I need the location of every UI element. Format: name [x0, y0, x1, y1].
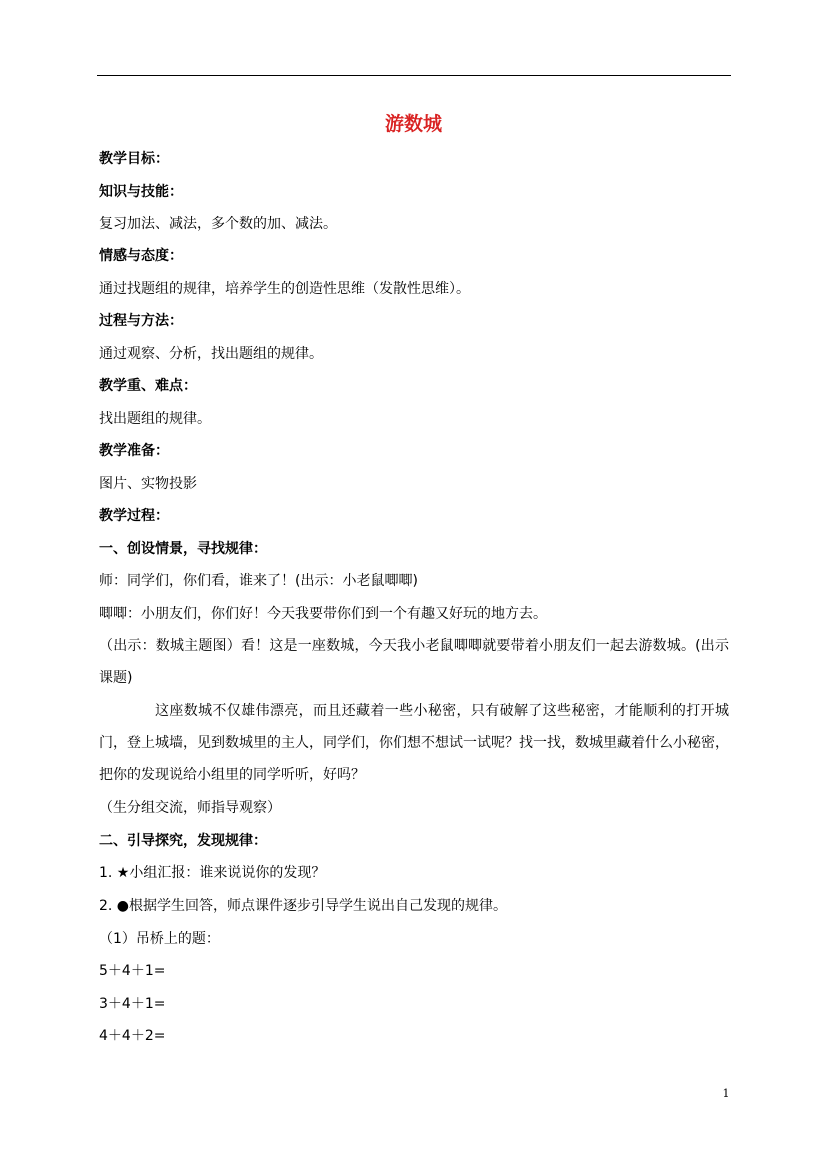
prep-heading: 教学准备：: [99, 443, 169, 459]
knowledge-text: 复习加法、减法，多个数的加、减法。: [99, 216, 337, 232]
process-method-heading: 过程与方法：: [99, 313, 183, 329]
emotion-heading: 情感与态度：: [99, 248, 183, 264]
section1-heading: 一、创设情景，寻找规律：: [99, 541, 267, 557]
emotion-text: 通过找题组的规律，培养学生的创造性思维（发散性思维）。: [99, 281, 470, 297]
list-item-1: 1. ★小组汇报：谁来说说你的发现？: [99, 865, 326, 881]
group-exchange-line: （生分组交流，师指导观察）: [99, 800, 281, 816]
section2-heading: 二、引导探究，发现规律：: [99, 833, 267, 849]
show-paragraph: （出示：数城主题图）看！这是一座数城，今天我小老鼠唧唧就要带着小朋友们一起去游数城。(出示课题): [99, 638, 729, 686]
jiji-line: 唧唧：小朋友们，你们好！今天我要带你们到一个有趣又好玩的地方去。: [99, 606, 547, 622]
secret-paragraph: 这座数城不仅雄伟漂亮，而且还藏着一些小秘密，只有破解了这些秘密，才能顺利的打开城门，登上城墙，见到数城里的主人，同学们，你们想不想试一试呢？找一找，数城里藏着什么小秘密，把你的发现说给小组里的同学听听，好吗？: [99, 703, 729, 783]
key-points-heading: 教学重、难点：: [99, 378, 197, 394]
header-rule: [97, 75, 731, 76]
key-points-text: 找出题组的规律。: [99, 411, 211, 427]
equation-3: 4＋4＋2=: [99, 1028, 166, 1044]
process-method-text: 通过观察、分析，找出题组的规律。: [99, 346, 323, 362]
goals-heading: 教学目标：: [99, 151, 169, 167]
list-item-2: 2. ●根据学生回答，师点课件逐步引导学生说出自己发现的规律。: [99, 898, 508, 914]
knowledge-heading: 知识与技能：: [99, 184, 183, 200]
page-number: 1: [722, 1087, 730, 1100]
prep-text: 图片、实物投影: [99, 476, 197, 492]
equation-1: 5＋4＋1=: [99, 963, 166, 979]
teacher-line: 师：同学们，你们看，谁来了！(出示：小老鼠唧唧): [99, 573, 418, 589]
subitem-1: （1）吊桥上的题：: [99, 931, 220, 947]
document-title: 游数城: [384, 113, 442, 135]
equation-2: 3＋4＋1=: [99, 996, 166, 1012]
procedure-heading: 教学过程：: [99, 508, 169, 524]
